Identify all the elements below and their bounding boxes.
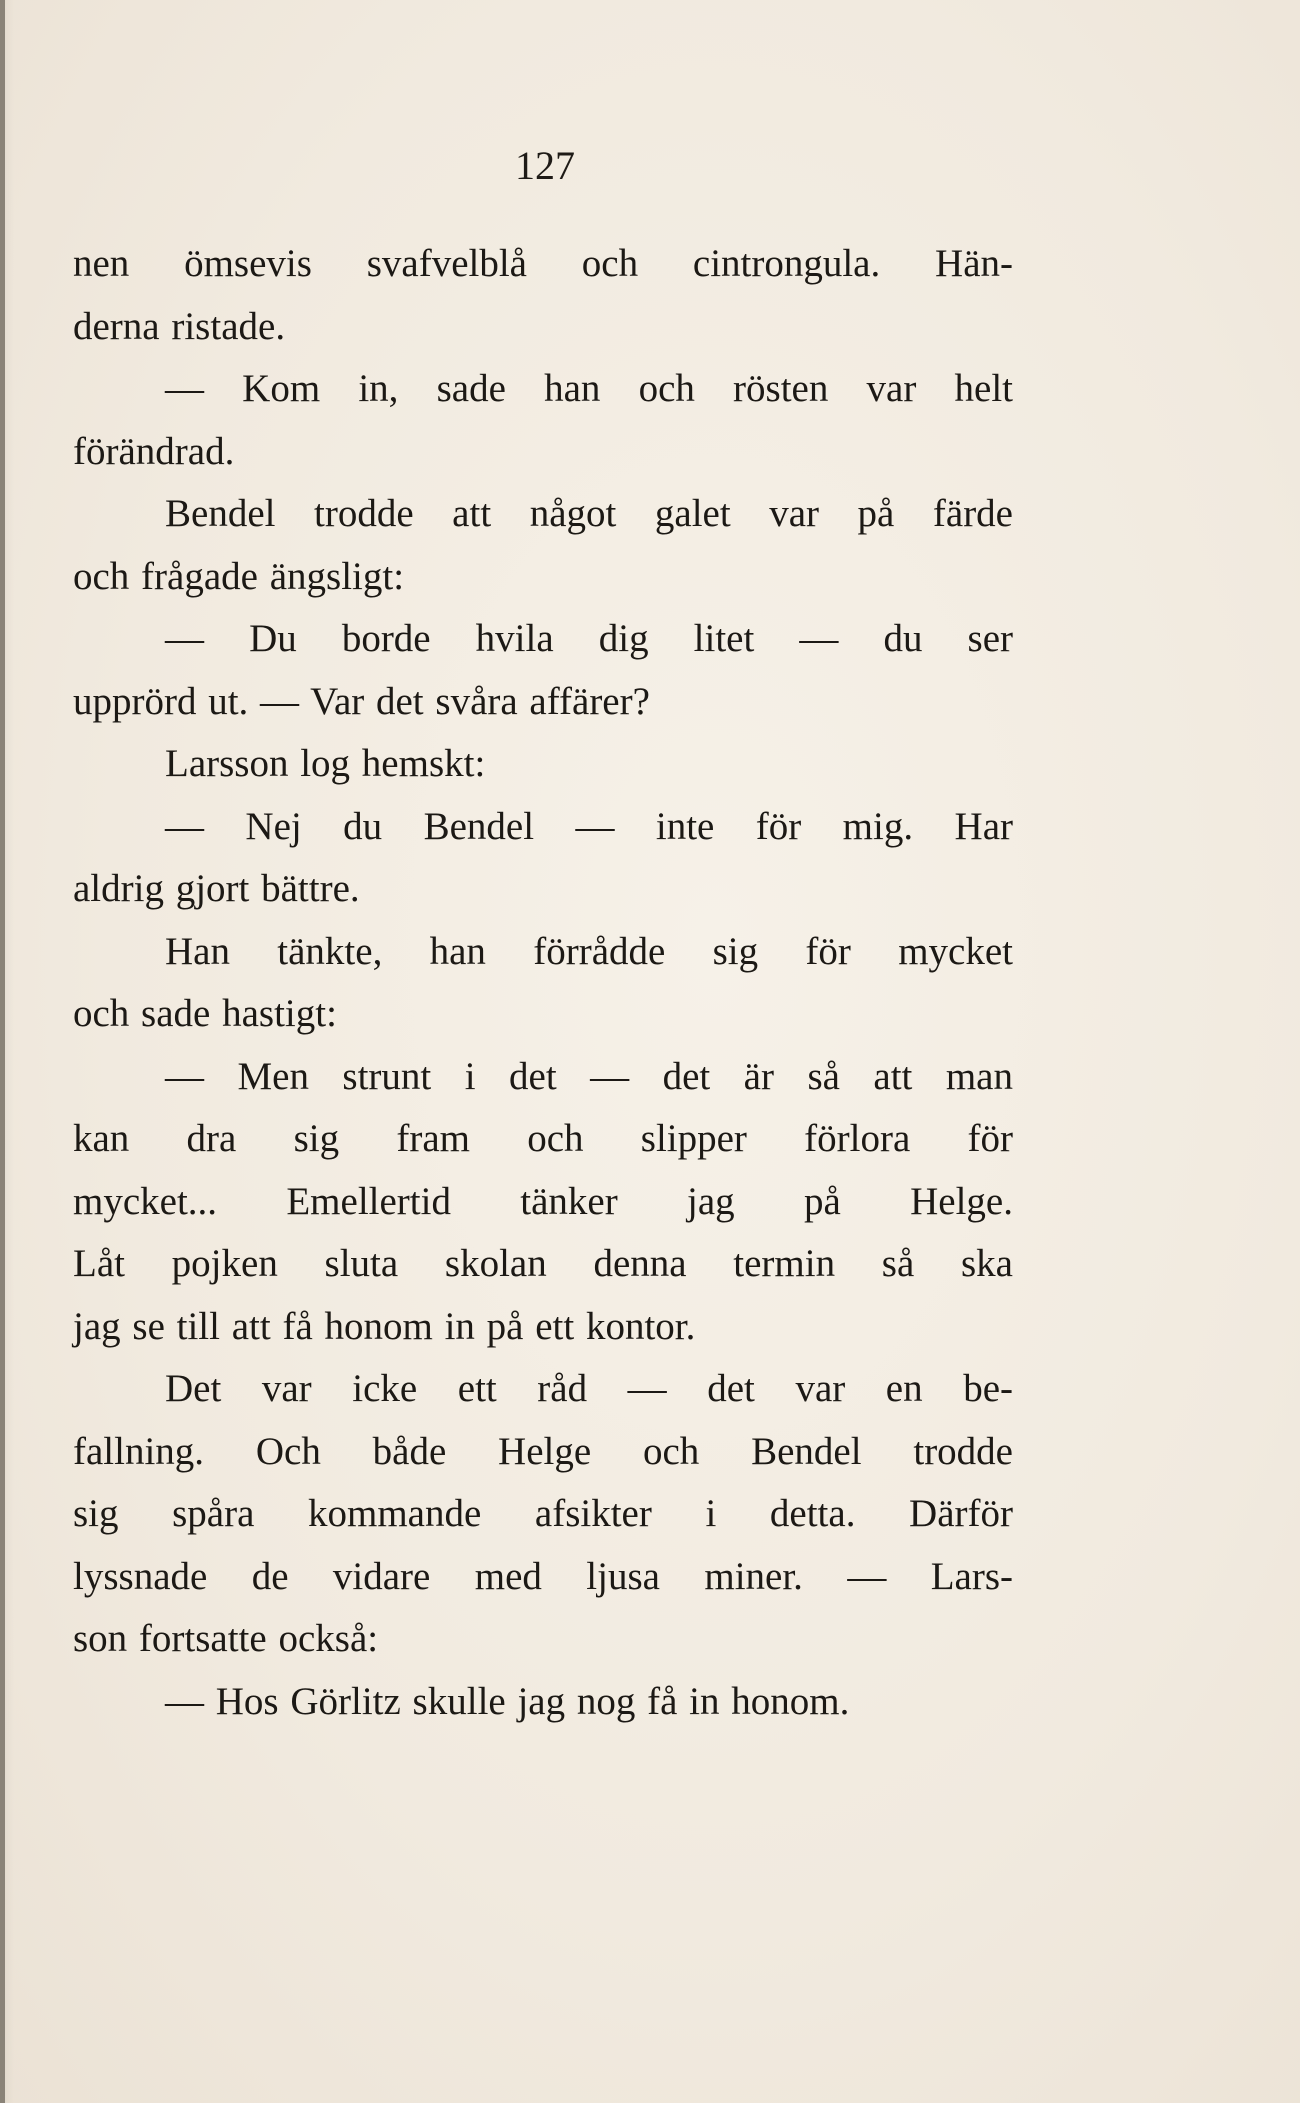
text-line: Larsson log hemskt: bbox=[165, 742, 486, 785]
text-line: — Men strunt i det — det är så att man bbox=[165, 1054, 1013, 1098]
page-binding-edge bbox=[0, 0, 5, 2103]
text-line: jag se till att få honom in på ett kontor. bbox=[73, 1304, 696, 1348]
text-line: upprörd ut. — Var det svåra affärer? bbox=[73, 679, 650, 723]
body-text bbox=[73, 233, 1013, 1733]
text-line: Det var icke ett råd — det var en be- bbox=[165, 1367, 1013, 1410]
text-line: — Nej du Bendel — inte för mig. Har bbox=[165, 804, 1013, 848]
text-line: och frågade ängsligt: bbox=[73, 554, 405, 598]
text-line: derna ristade. bbox=[73, 304, 286, 348]
text-line: mycket... Emellertid tänker jag på Helge. bbox=[73, 1179, 1013, 1223]
text-line: — Hos Görlitz skulle jag nog få in honom. bbox=[165, 1679, 850, 1723]
text-line: kan dra sig fram och slipper förlora för bbox=[73, 1117, 1013, 1160]
page-number: 127 bbox=[515, 143, 575, 188]
text-line: — Du borde hvila dig litet — du ser bbox=[165, 617, 1013, 660]
text-line: Bendel trodde att något galet var på färde bbox=[165, 492, 1013, 535]
text-line: förändrad. bbox=[73, 429, 235, 473]
text-line: — Kom in, sade han och rösten var helt bbox=[165, 367, 1013, 410]
text-line: och sade hastigt: bbox=[73, 992, 337, 1035]
text-line: nen ömsevis svafvelblå och cintrongula. Hän- bbox=[73, 242, 1013, 285]
text-line: aldrig gjort bättre. bbox=[73, 867, 360, 910]
text-line: son fortsatte också: bbox=[73, 1617, 379, 1660]
text-line: Låt pojken sluta skolan denna termin så ska bbox=[73, 1242, 1013, 1285]
text-line: lyssnade de vidare med ljusa miner. — Lars- bbox=[73, 1554, 1013, 1598]
text-line: fallning. Och både Helge och Bendel trodde bbox=[73, 1429, 1013, 1473]
text-line: sig spåra kommande afsikter i detta. Därför bbox=[73, 1492, 1013, 1535]
text-line: Han tänkte, han förrådde sig för mycket bbox=[165, 929, 1013, 973]
